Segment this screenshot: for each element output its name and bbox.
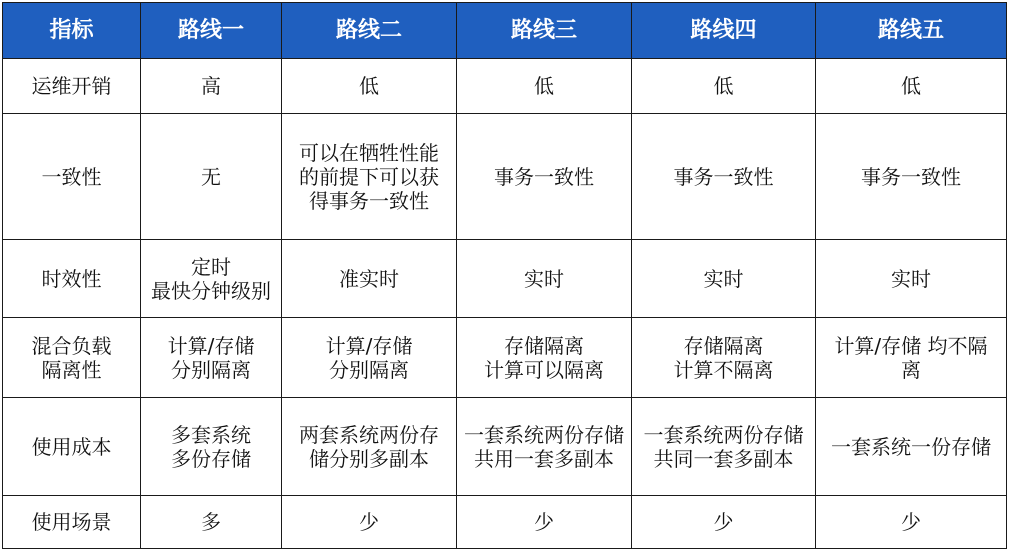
table-cell: 低	[816, 59, 1007, 114]
table-cell: 事务一致性	[457, 114, 632, 240]
table-cell: 准实时	[282, 240, 457, 318]
header-route-2: 路线二	[282, 3, 457, 59]
table-row	[3, 496, 1007, 549]
table-cell: 少	[457, 496, 632, 549]
table-cell: 计算/存储 分别隔离	[141, 318, 282, 398]
table-row	[3, 398, 1007, 496]
table-cell: 事务一致性	[816, 114, 1007, 240]
row-metric-label: 使用场景	[3, 496, 141, 549]
table-cell: 低	[457, 59, 632, 114]
table-cell: 可以在牺牲性能 的前提下可以获 得事务一致性	[282, 114, 457, 240]
table-cell: 实时	[816, 240, 1007, 318]
row-metric-label: 混合负载 隔离性	[3, 318, 141, 398]
comparison-table	[2, 2, 1007, 549]
table-cell: 高	[141, 59, 282, 114]
row-metric-label: 使用成本	[3, 398, 141, 496]
table-cell: 存储隔离 计算可以隔离	[457, 318, 632, 398]
table-cell: 低	[282, 59, 457, 114]
table-row	[3, 240, 1007, 318]
header-row	[3, 3, 1007, 59]
table-cell: 计算/存储 均不隔 离	[816, 318, 1007, 398]
table-cell: 低	[632, 59, 816, 114]
table-cell: 一套系统一份存储	[816, 398, 1007, 496]
table-cell: 少	[816, 496, 1007, 549]
table-cell: 两套系统两份存 储分别多副本	[282, 398, 457, 496]
table-cell: 无	[141, 114, 282, 240]
header-route-3: 路线三	[457, 3, 632, 59]
header-route-5: 路线五	[816, 3, 1007, 59]
row-metric-label: 一致性	[3, 114, 141, 240]
table-cell: 一套系统两份存储 共用一套多副本	[457, 398, 632, 496]
table-cell: 事务一致性	[632, 114, 816, 240]
table-cell: 实时	[457, 240, 632, 318]
table-row	[3, 318, 1007, 398]
header-metric: 指标	[3, 3, 141, 59]
table-cell: 存储隔离 计算不隔离	[632, 318, 816, 398]
table-cell: 少	[282, 496, 457, 549]
table-row	[3, 59, 1007, 114]
table-cell: 少	[632, 496, 816, 549]
header-route-4: 路线四	[632, 3, 816, 59]
row-metric-label: 时效性	[3, 240, 141, 318]
table-cell: 计算/存储 分别隔离	[282, 318, 457, 398]
table-cell: 一套系统两份存储 共同一套多副本	[632, 398, 816, 496]
table-row	[3, 114, 1007, 240]
table-cell: 实时	[632, 240, 816, 318]
table-cell: 多套系统 多份存储	[141, 398, 282, 496]
table-cell: 多	[141, 496, 282, 549]
row-metric-label: 运维开销	[3, 59, 141, 114]
header-route-1: 路线一	[141, 3, 282, 59]
table-cell: 定时 最快分钟级别	[141, 240, 282, 318]
